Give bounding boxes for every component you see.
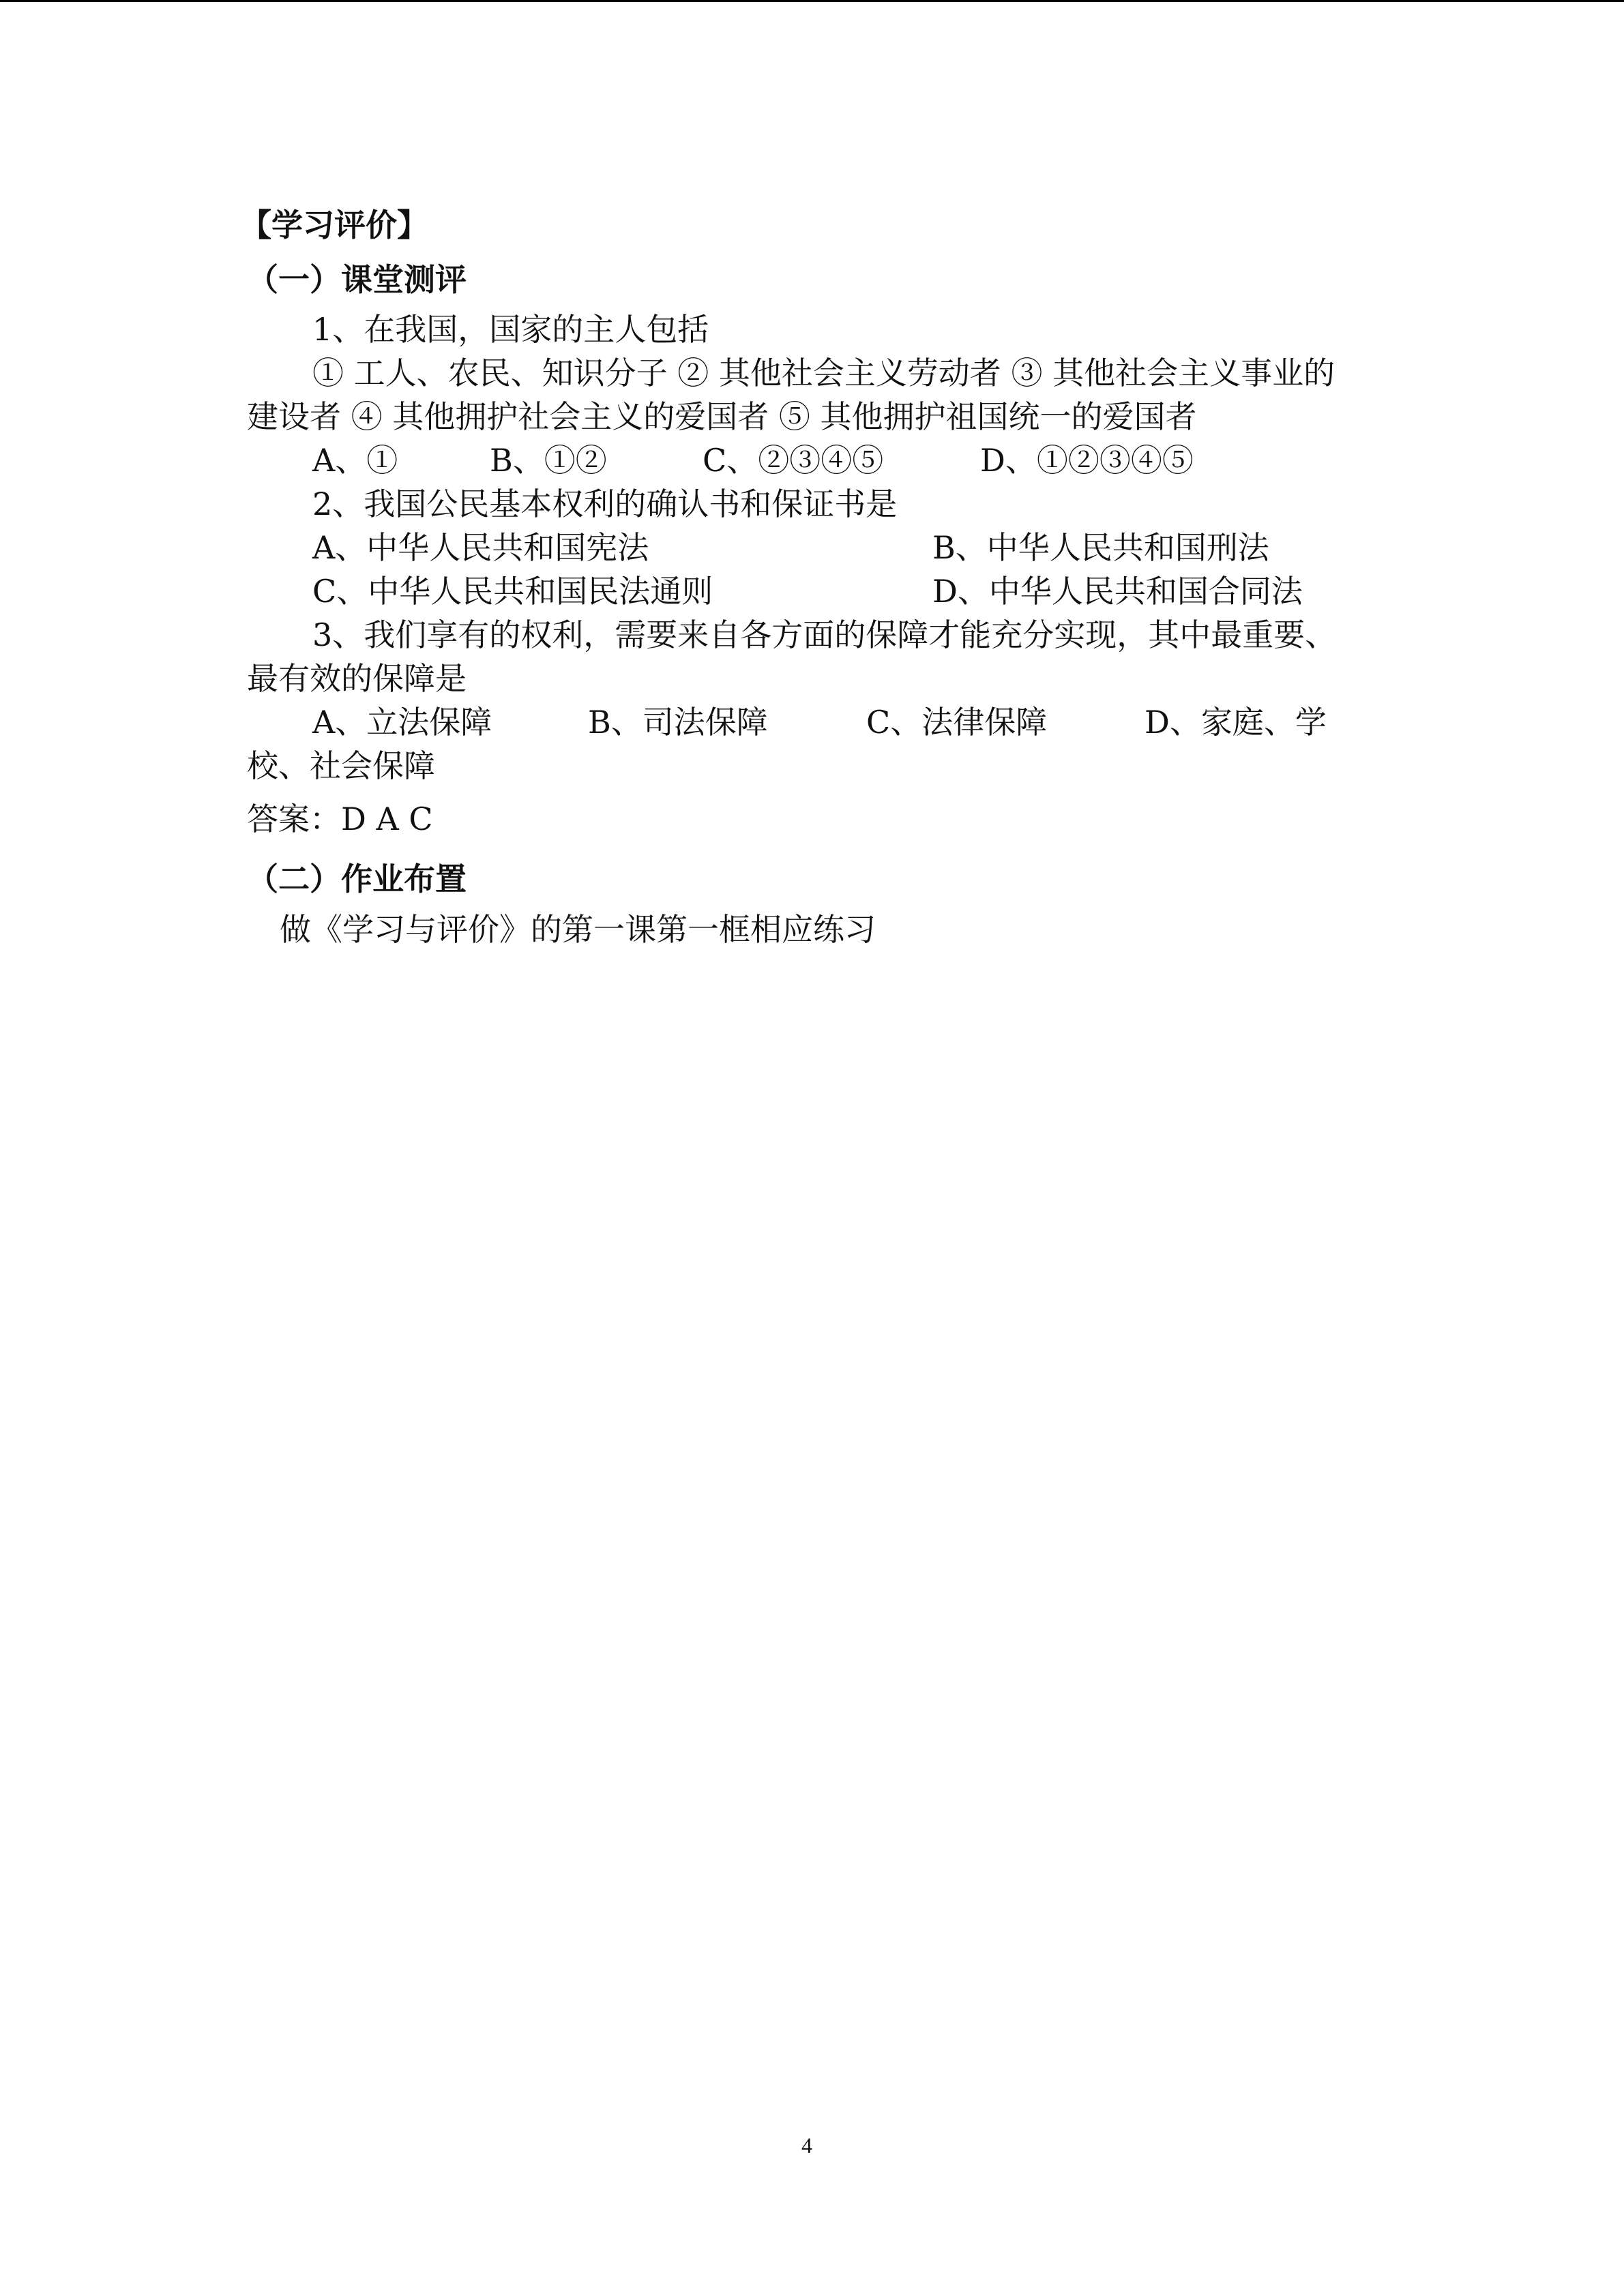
page-heading: 【学习评价】	[240, 207, 428, 243]
question-2-option-a: A、中华人民共和国宪法	[312, 529, 649, 566]
question-1-items-line-2: 建设者 ④ 其他拥护社会主义的爱国者 ⑤ 其他拥护祖国统一的爱国者	[247, 398, 1197, 435]
section-title-classroom-test: （一）课堂测评	[247, 261, 467, 298]
answer-key: 答案：D A C	[247, 801, 433, 837]
question-3-option-d: D、家庭、学	[1145, 704, 1327, 741]
question-3-stem-line-2: 最有效的保障是	[247, 660, 467, 697]
question-3-option-b: B、司法保障	[588, 704, 768, 741]
question-2-option-c: C、中华人民共和国民法通则	[312, 573, 713, 610]
question-2-option-b: B、中华人民共和国刑法	[932, 529, 1269, 566]
question-3-stem-line-1: 3、我们享有的权利，需要来自各方面的保障才能充分实现，其中最重要、	[312, 616, 1337, 653]
question-1-option-c: C、②③④⑤	[703, 442, 884, 479]
question-1-option-a: A、①	[312, 442, 398, 479]
top-border-rule	[0, 0, 1624, 2]
homework-body: 做《学习与评价》的第一课第一框相应练习	[280, 911, 876, 948]
question-3-option-a: A、立法保障	[312, 704, 492, 741]
question-3-option-c: C、法律保障	[866, 704, 1048, 741]
question-2-option-d: D、中华人民共和国合同法	[932, 573, 1303, 610]
question-1-stem: 1、在我国，国家的主人包括	[312, 311, 709, 348]
question-2-stem: 2、我国公民基本权利的确认书和保证书是	[312, 486, 898, 522]
section-title-homework: （二）作业布置	[247, 861, 467, 897]
question-3-option-d-continuation: 校、社会保障	[247, 747, 435, 784]
question-1-option-b: B、①②	[490, 442, 607, 479]
page-number: 4	[801, 2133, 812, 2158]
question-1-option-d: D、①②③④⑤	[980, 442, 1194, 479]
question-1-items-line-1: ① 工人、农民、知识分子 ② 其他社会主义劳动者 ③ 其他社会主义事业的	[312, 355, 1335, 391]
